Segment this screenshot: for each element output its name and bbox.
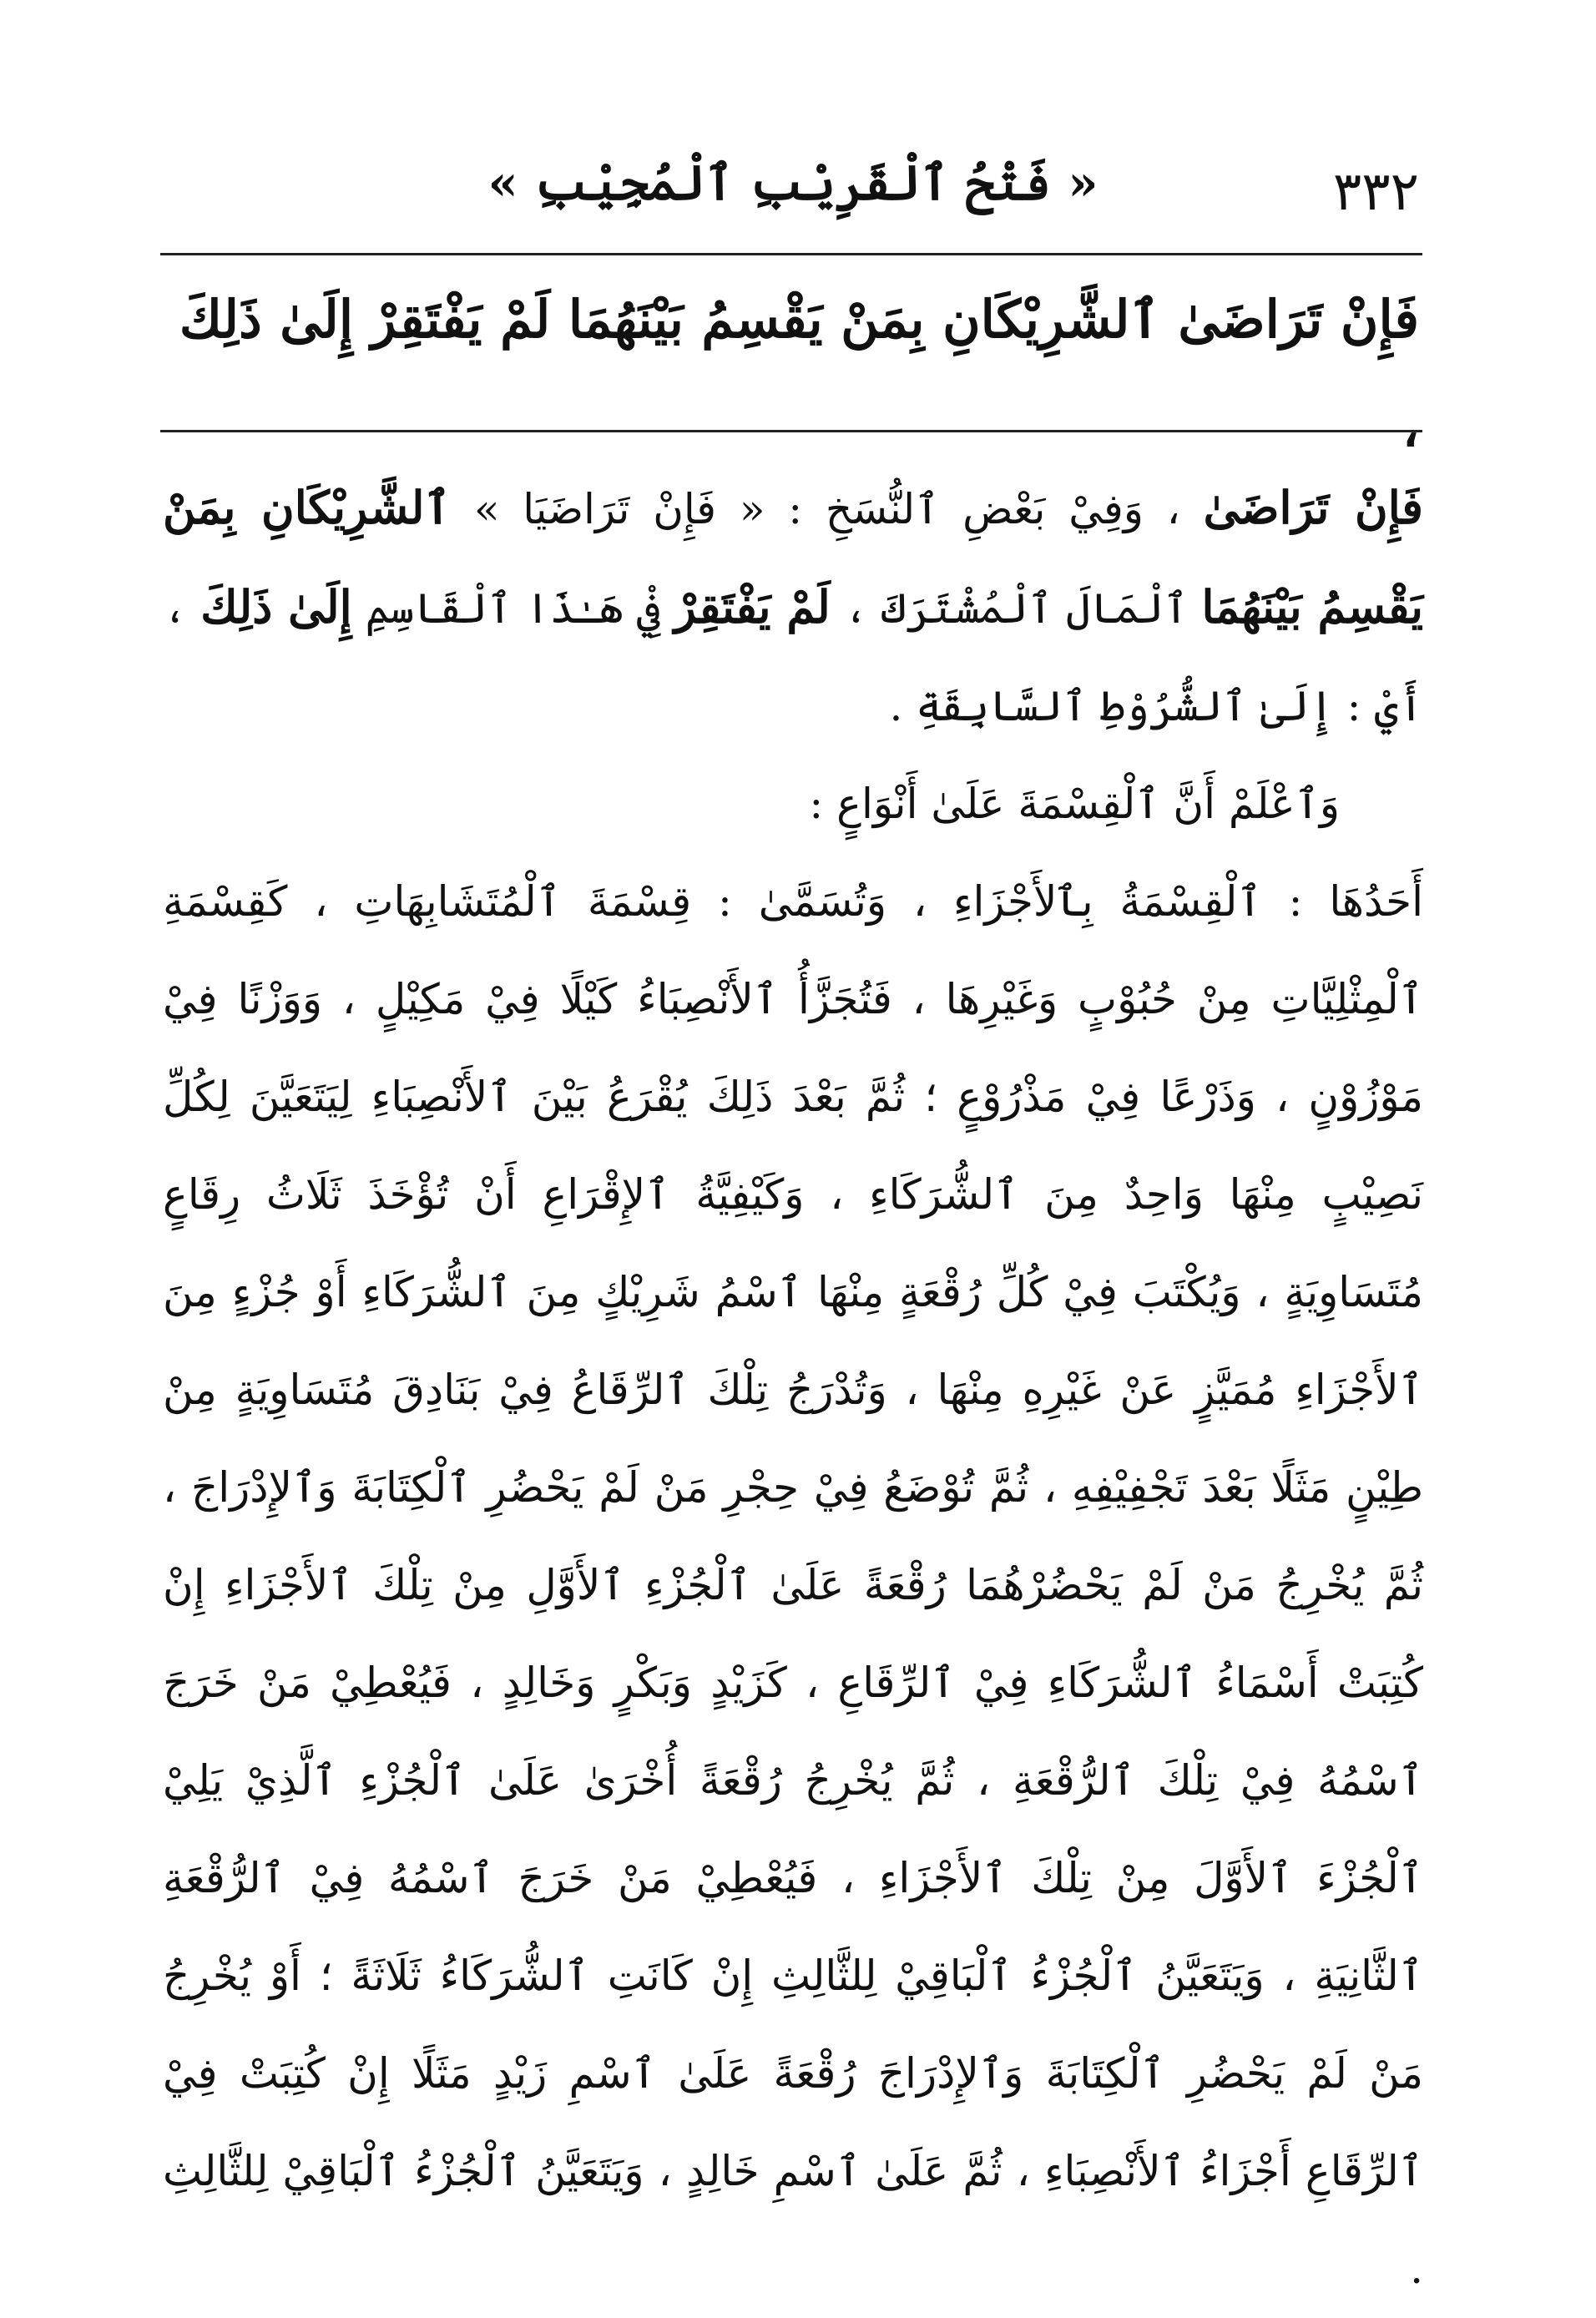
- commentary-text: فِيْ هَـٰذَا ٱلْقَاسِمِ: [351, 584, 674, 633]
- quoted-matn: ٱلشَّرِيْكَانِ بِمَنْ يَقْسِمُ بَيْنَهُمَا: [163, 481, 1423, 634]
- quoted-matn: إِلَىٰ ذَلِكَ: [200, 580, 352, 634]
- commentary-paragraph-3: أَحَدُهَا : ٱلْقِسْمَةُ بِٱلأَجْزَاءِ ، وَتُسَمَّىٰ : قِسْمَةَ ٱلْمُتَشَابِهَاتِ ، كَقِسْمَةِ ٱلْمِثْلِيَّاتِ مِنْ حُبُوْبٍ وَغَيْرِهَا ، فَتُجَزَّأُ ٱلأَنْصِبَاءُ كَيْلًا فِيْ مَكِيْلٍ ، وَوَزْنًا فِيْ مَوْزُوْنٍ ، وَذَرْعًا فِيْ مَذْرُوْعٍ ؛ ثُمَّ بَعْدَ ذَلِكَ يُقْرَعُ بَيْنَ ٱلأَنْصِبَاءِ لِيَتَعَيَّنَ لِكُلِّ نَصِيْبٍ مِنْهَا وَاحِدٌ مِنَ ٱلشُّرَكَاءِ ، وَكَيْفِيَّةُ ٱلإِقْرَاعِ أَنْ تُؤْخَذَ ثَلَاثُ رِقَاعٍ مُتَسَاوِيَةٍ ، وَيُكْتَبَ فِيْ كُلِّ رُقْعَةٍ مِنْهَا ٱسْمُ شَرِيْكٍ مِنَ ٱلشُّرَكَاءِ أَوْ جُزْءٍ مِنَ ٱلأَجْزَاءِ مُمَيَّزٍ عَنْ غَيْرِهِ مِنْهَا ، وَتُدْرَجُ تِلْكَ ٱلرِّقَاعُ فِيْ بَنَادِقَ مُتَسَاوِيَةٍ مِنْ طِيْنٍ مَثَلًا بَعْدَ تَجْفِيْفِهِ ، ثُمَّ تُوْضَعُ فِيْ حِجْرِ مَنْ لَمْ يَحْضُرِ ٱلْكِتَابَةَ وَٱلإِدْرَاجَ ، ثُمَّ يُخْرِجُ مَنْ لَمْ يَحْضُرْهُمَا رُقْعَةً عَلَىٰ ٱلْجُزْءِ ٱلأَوَّلِ مِنْ تِلْكَ ٱلأَجْزَاءِ إِنْ كُتِبَتْ أَسْمَاءُ ٱلشُّرَكَاءِ فِيْ ٱلرِّقَاعِ ، كَزَيْدٍ وَبَكْرٍ وَخَالِدٍ ، فَيُعْطِيْ مَنْ خَرَجَ ٱسْمُهُ فِيْ تِلْكَ ٱلرُّقْعَةِ ، ثُمَّ يُخْرِجُ رُقْعَةً أُخْرَىٰ عَلَىٰ ٱلْجُزْءِ ٱلَّذِيْ يَلِيْ ٱلْجُزْءَ ٱلأَوَّلَ مِنْ تِلْكَ ٱلأَجْزَاءِ ، فَيُعْطِيْ مَنْ خَرَجَ ٱسْمُهُ فِيْ ٱلرُّقْعَةِ ٱلثَّانِيَةِ ، وَيَتَعَيَّنُ ٱلْجُزْءُ ٱلْبَاقِيْ لِلثَّالِثِ إِنْ كَانَتِ ٱلشُّرَكَاءُ ثَلَاثَةً ؛ أَوْ يُخْرِجُ مَنْ لَمْ يَحْضُرِ ٱلْكِتَابَةَ وَٱلإِدْرَاجَ رُقْعَةً عَلَىٰ ٱسْمِ زَيْدٍ مَثَلًا إِنْ كُتِبَتْ فِيْ ٱلرِّقَاعِ أَجْزَاءُ ٱلأَنْصِبَاءِ ، ثُمَّ عَلَىٰ ٱسْمِ خَالِدٍ ، وَيَتَعَيَّنُ ٱلْجُزْءُ ٱلْبَاقِيْ لِلثَّالِثِ .: [163, 877, 1423, 2293]
- quoted-matn: لَمْ يَفْتَقِرْ: [674, 580, 831, 634]
- commentary-text: ، أَيْ : إِلَىٰ ٱلشُّرُوْطِ ٱلسَّابِقَةِ .: [163, 584, 1423, 730]
- book-title: « فَتْحُ ٱلْقَرِيْبِ ٱلْمُجِيْبِ »: [487, 154, 1099, 211]
- commentary-text: ٱلْمَالَ ٱلْمُشْتَرَكَ ،: [830, 584, 1202, 633]
- quoted-matn: فَإِنْ تَرَاضَىٰ: [1203, 481, 1423, 534]
- header-divider: [160, 253, 1422, 255]
- page-number: ٣٣٢: [1332, 161, 1419, 223]
- commentary-body: [163, 459, 1423, 2318]
- commentary-paragraph-2: وَٱعْلَمْ أَنَّ ٱلْقِسْمَةَ عَلَىٰ أَنْوَاعٍ :: [809, 780, 1340, 828]
- commentary-divider: [160, 430, 1422, 432]
- commentary-paragraph-1: [163, 459, 1423, 755]
- commentary-text: ، وَفِيْ بَعْضِ ٱلنُّسَخِ : « فَإِنْ تَرَاضَيَا »: [451, 485, 1204, 533]
- page-header: [167, 146, 1419, 238]
- main-text-line: فَإِنْ تَرَاضَىٰ ٱلشَّرِيْكَانِ بِمَنْ يَقْسِمُ بَيْنَهُمَا لَمْ يَفْتَقِرْ إِلَىٰ ذَلِكَ ،: [179, 289, 1419, 458]
